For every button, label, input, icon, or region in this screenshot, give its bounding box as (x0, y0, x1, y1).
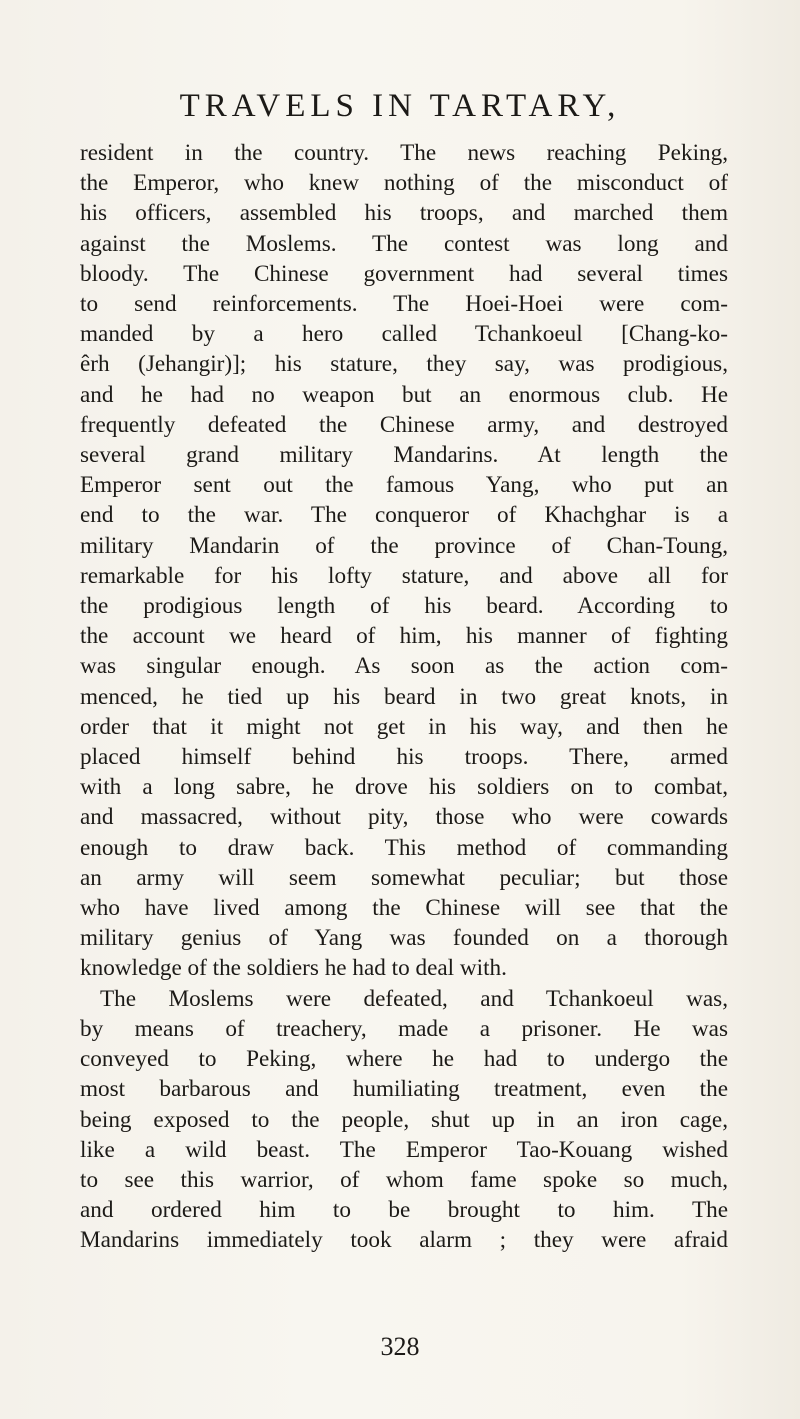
text-line: placed himself behind his troops. There, armed (80, 744, 728, 771)
text-line: being exposed to the people, shut up in an iron cage, (80, 1106, 728, 1133)
running-head: TRAVELS IN TARTARY, (179, 88, 621, 124)
text-line: resident in the country. The news reaching Peking, (80, 140, 728, 166)
text-line: knowledge of the soldiers he had to deal with. (80, 955, 507, 982)
text-line: several grand military Mandarins. At length the (80, 442, 728, 469)
text-line: military genius of Yang was founded on a thorough (80, 925, 728, 952)
text-line: conveyed to Peking, where he had to undergo the (80, 1046, 728, 1073)
page-number: 328 (380, 1332, 420, 1361)
text-line: the account we heard of him, his manner of fighting (80, 623, 728, 650)
text-line: the prodigious length of his beard. According to (80, 593, 728, 620)
text-line: The Moslems were defeated, and Tchankoeul was, (100, 985, 728, 1012)
text-line: to see this warrior, of whom fame spoke so much, (80, 1166, 728, 1193)
text-line: and massacred, without pity, those who were cowards (80, 804, 728, 831)
text-line: with a long sabre, he drove his soldiers on to combat, (80, 774, 728, 801)
text-line: end to the war. The conqueror of Khachghar is a (80, 502, 728, 529)
text-line: and ordered him to be brought to him. The (80, 1197, 728, 1224)
text-line: order that it might not get in his way, and then he (80, 713, 728, 740)
text-line: was singular enough. As soon as the action com- (80, 653, 728, 680)
text-line: an army will seem somewhat peculiar; but those (80, 864, 728, 891)
text-line: Emperor sent out the famous Yang, who put an (80, 472, 728, 499)
text-line: enough to draw back. This method of commanding (80, 834, 728, 861)
text-line: manded by a hero called Tchankoeul [Chang-ko- (80, 321, 728, 348)
text-line: remarkable for his lofty stature, and above all for (80, 562, 728, 589)
text-line: who have lived among the Chinese will see that the (80, 895, 728, 922)
text-line: most barbarous and humiliating treatment, even the (80, 1076, 728, 1103)
text-line: bloody. The Chinese government had several times (80, 260, 728, 287)
text-line: frequently defeated the Chinese army, and destroyed (80, 411, 728, 438)
text-line: Mandarins immediately took alarm ; they were afraid (80, 1227, 728, 1254)
text-line: to send reinforcements. The Hoei-Hoei were com- (80, 291, 728, 318)
text-line: the Emperor, who knew nothing of the misconduct of (80, 170, 728, 197)
text-line: êrh (Jehangir)]; his stature, they say, was prodigious, (80, 351, 728, 378)
text-line: his officers, assembled his troops, and marched them (80, 200, 728, 227)
body-text (80, 138, 728, 1256)
text-line: and he had no weapon but an enormous club. He (80, 381, 728, 408)
text-line: against the Moslems. The contest was long and (80, 230, 728, 257)
text-line: menced, he tied up his beard in two great knots, in (80, 683, 728, 710)
text-line: by means of treachery, made a prisoner. He was (80, 1015, 728, 1042)
text-line: like a wild beast. The Emperor Tao-Kouang wished (80, 1136, 728, 1163)
text-line: military Mandarin of the province of Chan-Toung, (80, 532, 728, 559)
